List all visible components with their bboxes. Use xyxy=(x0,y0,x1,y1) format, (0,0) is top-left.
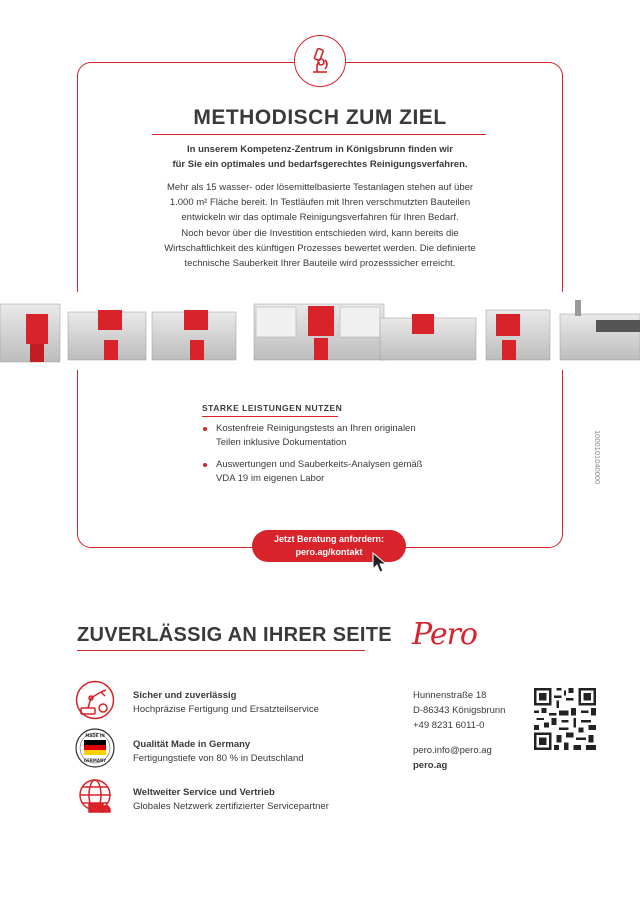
cleaning-machines-image xyxy=(0,292,640,370)
address-block xyxy=(413,688,505,733)
feature-text: Globales Netzwerk zertifizierter Servicepartner xyxy=(133,801,329,812)
email-link[interactable]: pero.info@pero.ag xyxy=(413,745,492,756)
city: D-86343 Königsbrunn xyxy=(413,705,506,716)
made-in-germany-icon xyxy=(75,728,115,768)
list-item: Auswertungen und Sauberkeits-Analysen gemäß VDA 19 im eigenen Labor xyxy=(203,458,463,486)
cursor-icon xyxy=(372,552,388,574)
phone[interactable]: +49 8231 6011-0 xyxy=(413,720,485,731)
document-code: 1000101040000 xyxy=(593,430,602,485)
services-heading-underline xyxy=(202,416,338,417)
title-underline xyxy=(152,134,486,135)
consultation-button[interactable]: Jetzt Beratung anfordern: pero.ag/kontakt xyxy=(252,530,406,562)
globe-truck-icon xyxy=(75,777,115,817)
feature-text: Hochpräzise Fertigung und Ersatzteilservice xyxy=(133,704,319,715)
feature-title: Sicher und zuverlässig xyxy=(133,690,237,701)
street: Hunnenstraße 18 xyxy=(413,690,487,701)
feature-title: Qualität Made in Germany xyxy=(133,739,251,750)
services-heading: STARKE LEISTUNGEN NUTZEN xyxy=(202,403,343,413)
section-title-underline xyxy=(77,650,365,651)
section-title: ZUVERLÄSSIG AN IHRER SEITE xyxy=(77,624,392,646)
contact-block xyxy=(413,743,492,773)
lead-text: In unserem Kompetenz-Zentrum in Königsbrunn finden wir für Sie ein optimales und bedarfsgerechtes Reinigungsverfahren. xyxy=(172,144,468,170)
robot-arm-icon xyxy=(75,680,115,720)
qr-code[interactable] xyxy=(534,688,596,750)
feature-text: Fertigungstiefe von 80 % in Deutschland xyxy=(133,753,304,764)
badge-top-text: MADE IN xyxy=(85,733,105,738)
feature-title: Weltweiter Service und Vertrieb xyxy=(133,787,275,798)
paragraph-investment: Noch bevor über die Investition entschieden wird, kann bereits die Wirtschaftlichkeit des künftigen Prozesses bewertet werden. Die definierte technische Sauberkeit Ihrer Bauteile wird prozesssicher erreicht. xyxy=(164,228,476,269)
page-title: METHODISCH ZUM ZIEL xyxy=(193,106,447,129)
website-link[interactable]: pero.ag xyxy=(413,760,448,771)
microscope-icon xyxy=(294,35,346,87)
pero-logo: Pero xyxy=(412,617,477,652)
list-item: Kostenfreie Reinigungstests an Ihren originalen Teilen inklusive Dokumentation xyxy=(203,422,463,450)
paragraph-testing: Mehr als 15 wasser- oder lösemittelbasierte Testanlagen stehen auf über 1.000 m² Fläche bereit. In Testläufen mit Ihren verschmutzten Bauteilen entwickeln wir das optimale Reinigungsverfahren für Ihren Bedarf. xyxy=(166,182,474,223)
badge-bottom-text: GERMANY xyxy=(83,758,107,763)
